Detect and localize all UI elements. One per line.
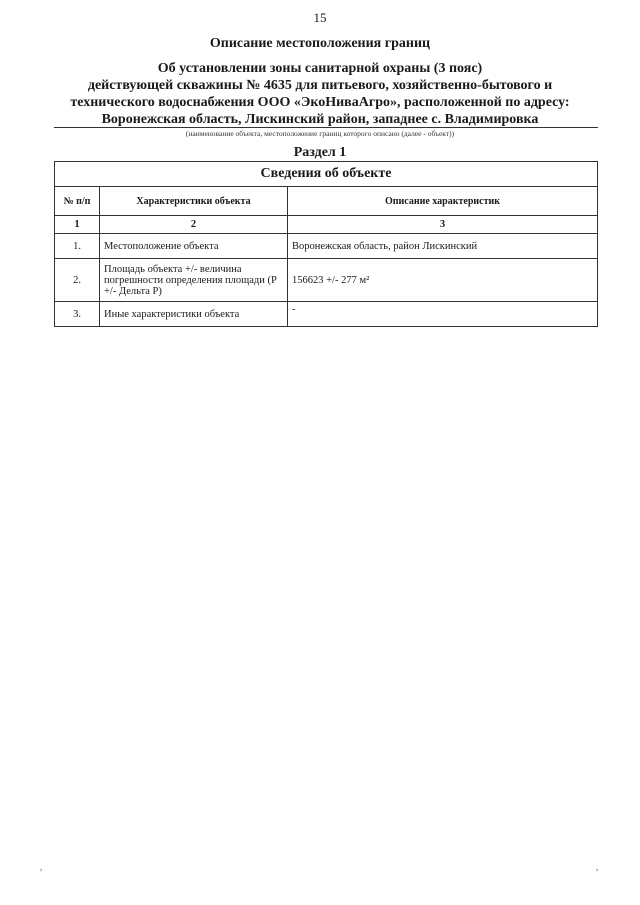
subject-caption: (наименование объекта, местоположение границ которого описано (далее - объект)) xyxy=(185,129,455,138)
row-description: Воронежская область, район Лискинский xyxy=(288,234,598,259)
table-caption: Сведения об объекте xyxy=(55,162,598,187)
subject-line-4: Воронежская область, Лискинский район, западнее с. Владимировка xyxy=(101,112,539,127)
index-cell: 2 xyxy=(100,216,288,234)
row-description: 156623 +/- 277 м² xyxy=(288,259,598,302)
document-title: Описание местоположения границ xyxy=(209,36,431,51)
table-row xyxy=(55,234,598,259)
table-row xyxy=(55,302,598,327)
table-caption-row xyxy=(55,162,598,187)
row-characteristic: Площадь объекта +/- величина погрешности определения площади (Р +/- Дельта Р) xyxy=(100,259,288,302)
scan-mark-right: , xyxy=(596,862,599,872)
subject-line-2: действующей скважины № 4635 для питьевого, хозяйственно-бытового и xyxy=(87,78,553,93)
header-characteristic: Характеристики объекта xyxy=(100,187,288,216)
row-characteristic: Местоположение объекта xyxy=(100,234,288,259)
index-cell: 1 xyxy=(55,216,100,234)
row-number: 3. xyxy=(55,302,100,327)
row-description: - xyxy=(288,302,598,327)
row-characteristic: Иные характеристики объекта xyxy=(100,302,288,327)
table-header-row xyxy=(55,187,598,216)
page-number: 15 xyxy=(313,10,327,25)
subject-line-3: технического водоснабжения ООО «ЭкоНиваАгро», расположенной по адресу: xyxy=(70,95,570,110)
row-number: 1. xyxy=(55,234,100,259)
subject-underline xyxy=(54,127,598,128)
index-cell: 3 xyxy=(288,216,598,234)
table-index-row xyxy=(55,216,598,234)
header-description: Описание характеристик xyxy=(288,187,598,216)
row-number: 2. xyxy=(55,259,100,302)
subject-line-1: Об установлении зоны санитарной охраны (3 пояс) xyxy=(157,61,483,76)
object-info-table xyxy=(54,161,598,327)
header-number: № п/п xyxy=(55,187,100,216)
object-subject xyxy=(40,60,600,128)
section-title: Раздел 1 xyxy=(293,145,347,160)
scan-mark-left: , xyxy=(40,862,43,872)
table-row xyxy=(55,259,598,302)
